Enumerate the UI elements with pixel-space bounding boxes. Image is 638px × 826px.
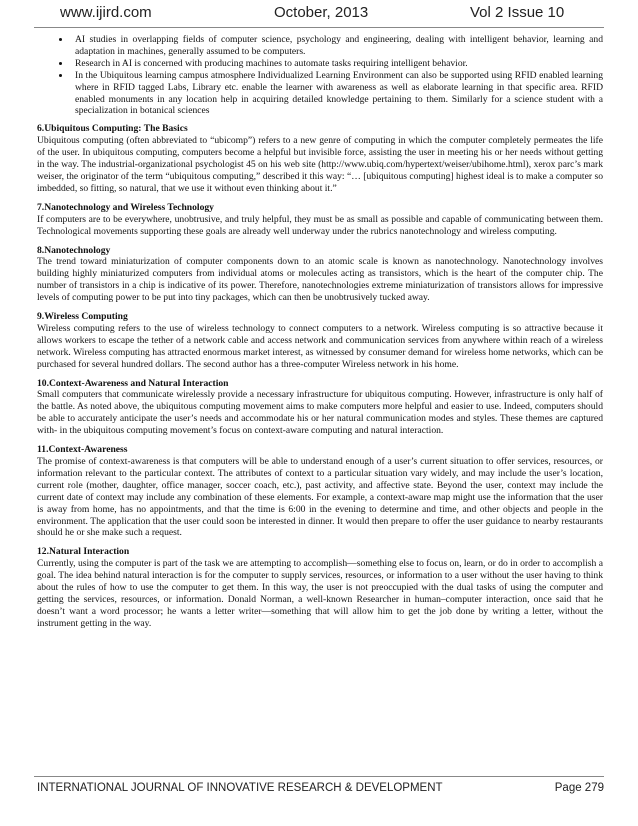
journal-name: INTERNATIONAL JOURNAL OF INNOVATIVE RESEARCH & DEVELOPMENT [37,782,443,794]
section-paragraph: Small computers that communicate wirelessly provide a necessary infrastructure for ubiquitous computing. However, infrastructure is only half of the battle. As noted above, the ubiquitous computing movement aims to make computers more helpful and easier to use. Indeed, computers should be able to accurately anticipate the user’s needs and accommodate his or her natural communication modes and styles. These themes are captured with- in the ubiquitous computing movement’s focus on context-aware computing and natural interaction. [37,389,603,437]
section-paragraph: The trend toward miniaturization of computer components down to an atomic scale is known as nanotechnology. Nanotechnology involves building highly miniaturized computers from individual atoms or molecules acting as transistors, which is the heart of the computer chip. The number of transistors in a chip is indicative of its power. Therefore, nanotechnologies extreme miniaturization of transistors allows for impressive levels of computing power to be put into tiny packages, which can then be unobtrusively tucked away. [37,256,603,304]
bullet-item: • Research in AI is concerned with producing machines to automate tasks requiring intelligent behavior. [71,58,603,70]
section-paragraph: If computers are to be everywhere, unobtrusive, and truly helpful, they must be as small as possible and capable of communicating between them. Technological movements supporting these goals are already well underway under the rubrics nanotechnology and wireless computing. [37,213,603,237]
issue-date: October, 2013 [274,4,369,21]
section-context-awareness-natural-interaction [37,378,603,438]
section-heading: 11.Context-Awareness [37,444,128,456]
section-natural-interaction [37,546,603,629]
section-paragraph: Wireless computing refers to the use of wireless technology to connect computers to a network. Wireless computing is so attractive because it allows workers to escape the tether of a network cable and access network and communication services from anywhere within reach of a wireless network. Wireless computing has attracted enormous market interest, as witnessed by consumer demand for wireless home networks, which can be purchased for several hundred dollars. The second author has a three-computer Wireless network in his home. [37,322,603,370]
footer-divider [34,776,604,777]
section-paragraph: Currently, using the computer is part of the task we are attempting to accomplish—something else to focus on, learn, or do in order to accomplish a goal. The idea behind natural interaction is for the computer to supply services, resources, or information to a user without the user having to think about the rules of how to use the computer to get them. In this way, the user is not preoccupied with the dual tasks of using the computer and getting the services, resources, or information. Donald Norman, a well-known Researcher in human–computer interaction, once said that he doesn’t want a word processor; he wants a letter writer—something that will allow him to get the job done by writing a letter, without the instrument getting in the way. [37,558,603,629]
section-context-awareness [37,444,603,539]
section-paragraph: The promise of context-awareness is that computers will be able to understand enough of a user’s current situation to offer services, resources, or information relevant to the particular context. The attributes of context to a particular situation vary widely, and may include the user’s location, current role (mother, daughter, office manager, soccer coach, etc.), past activity, and affective state. Beyond the user, context may include the current date of context may include any combination of these elements. For example, a context-aware map might use the information that the user is away from home, has no appointments, and that the time is 6:00 in the evening to determine and time, and other objects and people in the environment. The application that the user could soon be interested in dinner. It would then prepare to offer the user guidance to nearby restaurants should he or she make such a request. [37,456,603,539]
section-heading: 8.Nanotechnology [37,244,111,256]
section-heading: 9.Wireless Computing [37,311,128,323]
journal-website: www.ijird.com [60,4,152,21]
page-number: Page 279 [554,782,604,794]
section-ubiquitous-computing-basics [37,123,603,194]
section-heading: 6.Ubiquitous Computing: The Basics [37,123,188,135]
section-nanotechnology [37,245,603,305]
section-heading: 7.Nanotechnology and Wireless Technology [37,201,214,213]
section-wireless-computing [37,311,603,371]
section-heading: 10.Context-Awareness and Natural Interaction [37,377,229,389]
section-nanotech-wireless [37,202,603,238]
article-body [37,34,603,637]
volume-issue: Vol 2 Issue 10 [470,4,565,21]
bullet-item: • In the Ubiquitous learning campus atmosphere Individualized Learning Environment can also be supported using RFID enabled learning where in RFID tagged Labs, Library etc. enable the learner with awareness as well as elaborate learning in that specific area. RFID enabled monuments in any location help in acquiring detailed knowledge pertaining to them. Similarly for a science student with a specialization in botanical sciences [71,70,603,118]
section-heading: 12.Natural Interaction [37,546,130,558]
section-paragraph: Ubiquitous computing (often abbreviated to “ubicomp”) refers to a new genre of computing in which the computer completely permeates the life of the user. In ubiquitous computing, computers become a helpful but invisible force, assisting the user in meeting his or her needs without getting in the way. The industrial-organizational psychologist 45 on his web site (http://www.ubiq.com/hypertext/weiser/ubihome.html), xerox parc’s mark weiser, the originator of the term “ubiquitous computing,” described it this way: “… [ubiquitous computing] highest ideal is to make a computer so imbedded, so fitting, so natural, that we use it without even thinking about it.” [37,135,603,194]
bullet-list [37,34,603,117]
bullet-item: • AI studies in overlapping fields of computer science, psychology and engineering, dealing with intelligent behavior, learning and adaptation in machines, generally assumed to be computers. [71,34,603,58]
header-divider [34,27,604,28]
